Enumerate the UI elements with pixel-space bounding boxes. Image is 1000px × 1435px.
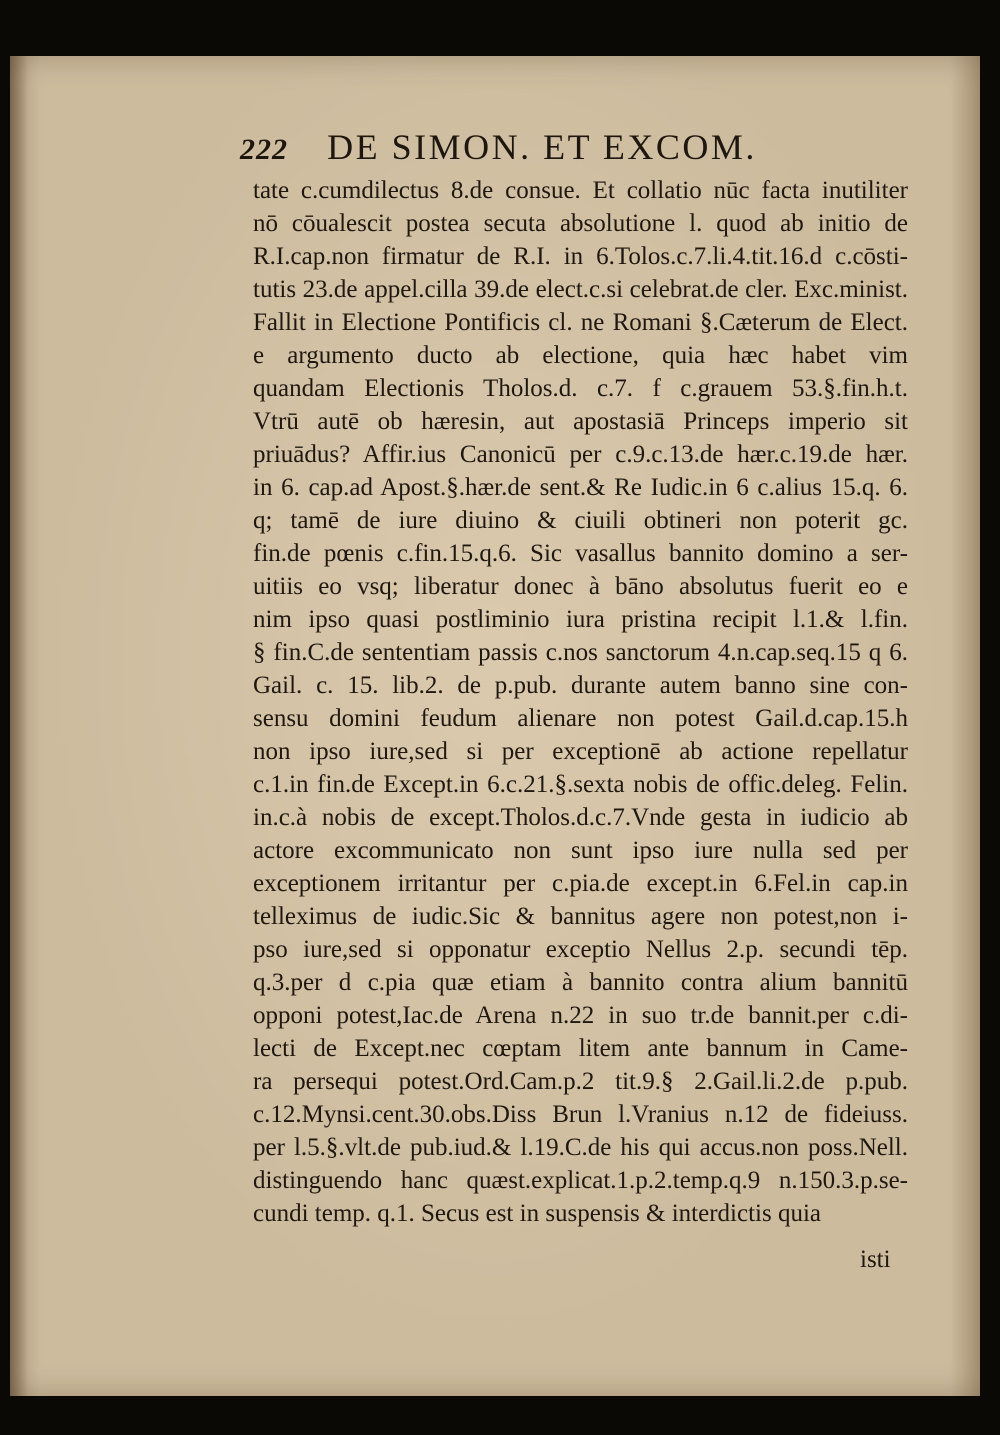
page-gutter-shadow [10,56,28,1396]
text-line: Vtrū autē ob hæresin, aut apostasiā Princeps imperio sit [253,408,908,435]
text-line: Gail. c. 15. lib.2. de p.pub. durante autem banno sine con- [253,672,908,699]
text-line: e argumento ducto ab electione, quia hæc habet vim [253,342,908,369]
text-line: pso iure,sed si opponatur exceptio Nellus 2.p. secundi tēp. [253,936,908,963]
text-line: tutis 23.de appel.cilla 39.de elect.c.si celebrat.de cler. Exc.minist. [253,276,908,303]
text-line: opponi potest,Iac.de Arena n.22 in suo tr.de bannit.per c.di- [253,1002,908,1029]
text-line: c.1.in fin.de Except.in 6.c.21.§.sexta nobis de offic.deleg. Felin. [253,771,908,798]
text-line: cundi temp. q.1. Secus est in suspensis & interdictis quia [253,1200,821,1227]
text-line: tate c.cumdilectus 8.de consue. Et collatio nūc facta inutiliter [253,177,908,204]
text-line: lecti de Except.nec cœptam litem ante bannum in Came- [253,1035,908,1062]
text-line: Fallit in Electione Pontificis cl. ne Romani §.Cæterum de Elect. [253,309,908,336]
text-block [253,174,908,1230]
page-number: 222 [240,133,288,166]
text-line: sensu domini feudum alienare non potest Gail.d.cap.15.h [253,705,908,732]
text-line: nim ipso quasi postliminio iura pristina recipit l.1.& l.fin. [253,606,908,633]
text-line: non ipso iure,sed si per exceptionē ab actione repellatur [253,738,908,765]
text-line: in.c.à nobis de except.Tholos.d.c.7.Vnde gesta in iudicio ab [253,804,908,831]
text-line: exceptionem irritantur per c.pia.de except.in 6.Fel.in cap.in [253,870,908,897]
text-line: R.I.cap.non firmatur de R.I. in 6.Tolos.c.7.li.4.tit.16.d c.cōsti- [253,243,908,270]
text-line: § fin.C.de sententiam passis c.nos sanctorum 4.n.cap.seq.15 q 6. [253,639,908,666]
text-line: in 6. cap.ad Apost.§.hær.de sent.& Re Iudic.in 6 c.alius 15.q. 6. [253,474,908,501]
book-page [10,56,980,1396]
text-line: actore excommunicato non sunt ipso iure nulla sed per [253,837,908,864]
text-line: priuādus? Affir.ius Canonicū per c.9.c.13.de hær.c.19.de hær. [253,441,908,468]
catchword: isti [860,1246,891,1273]
running-head [240,126,940,170]
text-line: q; tamē de iure diuino & ciuili obtineri non poterit gc. [253,507,908,534]
text-line: nō cōualescit postea secuta absolutione l. quod ab initio de [253,210,908,237]
text-line: ra persequi potest.Ord.Cam.p.2 tit.9.§ 2.Gail.li.2.de p.pub. [253,1068,908,1095]
text-line: per l.5.§.vlt.de pub.iud.& l.19.C.de his qui accus.non poss.Nell. [253,1134,908,1161]
running-title: DE SIMON. ET EXCOM. [327,127,757,167]
text-line: uitiis eo vsq; liberatur donec à bāno absolutus fuerit eo e [253,573,908,600]
text-line: telleximus de iudic.Sic & bannitus agere non potest,non i- [253,903,908,930]
text-line: c.12.Mynsi.cent.30.obs.Diss Brun l.Vranius n.12 de fideiuss. [253,1101,908,1128]
text-line: q.3.per d c.pia quæ etiam à bannito contra alium bannitū [253,969,908,996]
text-line: fin.de pœnis c.fin.15.q.6. Sic vasallus bannito domino a ser- [253,540,908,567]
text-line: distinguendo hanc quæst.explicat.1.p.2.temp.q.9 n.150.3.p.se- [253,1167,908,1194]
text-line: quandam Electionis Tholos.d. c.7. f c.grauem 53.§.fin.h.t. [253,375,908,402]
